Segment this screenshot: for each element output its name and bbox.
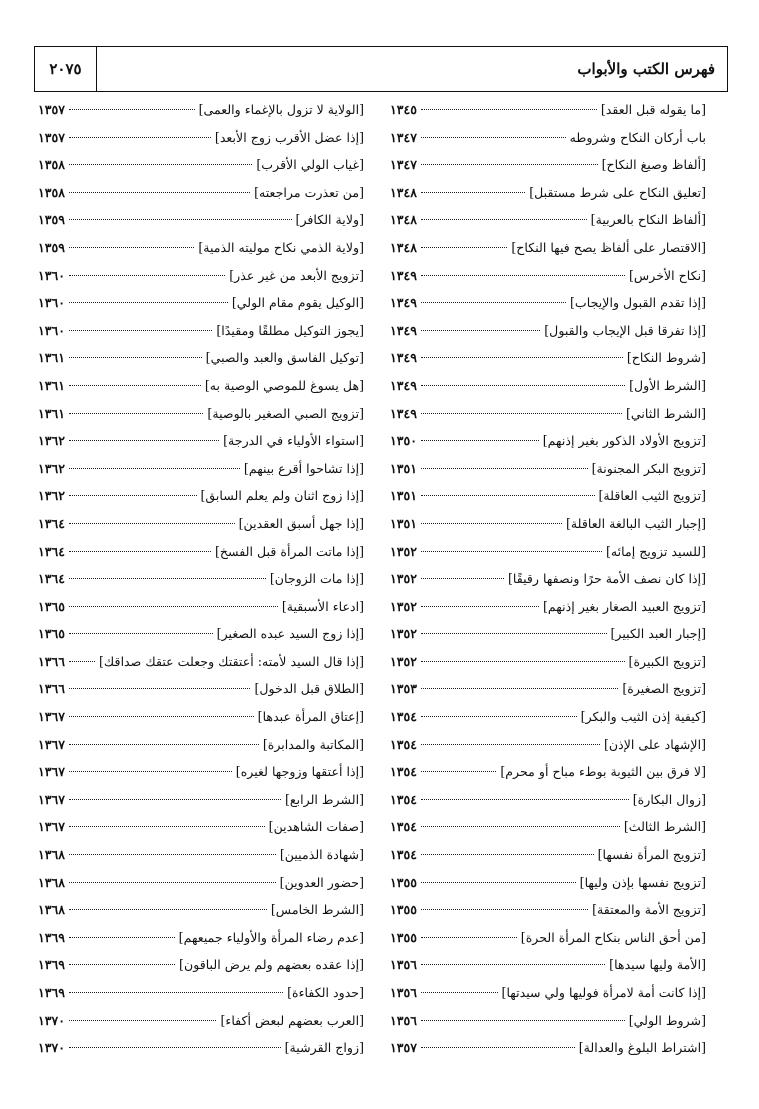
- entry-page-number: ١٣٦٥: [38, 598, 66, 614]
- entry-title: [تزويج البكر المجنونة]: [591, 460, 706, 476]
- entry-page-number: ١٣٦٧: [38, 709, 66, 725]
- entry-title: [ولاية الذمي نكاح موليته الذمية]: [198, 239, 364, 255]
- dot-leader: [69, 799, 281, 800]
- entry-page-number: ١٣٤٩: [390, 295, 418, 311]
- index-entry: [390, 124, 706, 152]
- entry-page-number: ١٣٦٤: [38, 515, 66, 531]
- entry-title: [استواء الأولياء في الدرجة]: [223, 433, 364, 449]
- dot-leader: [421, 688, 618, 689]
- entry-title: باب أركان النكاح وشروطه: [569, 129, 706, 145]
- entry-title: [حدود الكفاءة]: [287, 985, 364, 1000]
- entry-page-number: ١٣٤٨: [390, 184, 418, 200]
- index-entry: [390, 593, 706, 621]
- entry-page-number: ١٣٦٤: [38, 543, 66, 559]
- entry-page-number: ١٣٦٩: [38, 957, 66, 973]
- index-entry: [38, 565, 364, 593]
- entry-page-number: ١٣٦٢: [38, 433, 66, 449]
- entry-title: [إجبار العبد الكبير]: [610, 626, 706, 642]
- entry-page-number: ١٣٥١: [390, 488, 418, 504]
- dot-leader: [69, 1047, 281, 1048]
- entry-title: [عدم رضاء المرأة والأولياء جميعهم]: [178, 929, 364, 945]
- dot-leader: [69, 909, 267, 910]
- index-entry: [390, 813, 706, 841]
- dot-leader: [421, 219, 587, 220]
- index-entry: [390, 427, 706, 455]
- entry-title: [الولاية لا تزول بالإغماء والعمى]: [198, 102, 364, 117]
- entry-page-number: ١٣٤٩: [390, 322, 418, 338]
- index-entry: [38, 400, 364, 428]
- index-entry: [390, 289, 706, 317]
- entry-title: [إذا زوج اثنان ولم يعلم السابق]: [200, 488, 364, 504]
- index-entry: [390, 786, 706, 814]
- dot-leader: [69, 661, 95, 662]
- dot-leader: [69, 826, 265, 827]
- index-entry: [38, 538, 364, 566]
- entry-page-number: ١٣٥٢: [390, 543, 418, 559]
- index-entry: [38, 124, 364, 152]
- entry-title: [الشرط الرابع]: [285, 791, 364, 807]
- entry-page-number: ١٣٦٨: [38, 902, 66, 918]
- entry-title: [المكاتبة والمدابرة]: [262, 736, 364, 752]
- entry-title: [إذا قال السيد لأمته: أعتقتك وجعلت عتقك صداقك]: [99, 653, 364, 669]
- index-entry: [38, 151, 364, 179]
- entry-title: [تزويج الثيب العاقلة]: [598, 488, 706, 504]
- dot-leader: [69, 192, 250, 193]
- dot-leader: [421, 440, 539, 441]
- dot-leader: [69, 992, 283, 993]
- entry-title: [إذا عضل الأقرب زوج الأبعد]: [214, 129, 364, 145]
- entry-title: [الشرط الثاني]: [626, 405, 706, 421]
- index-entry: [38, 841, 364, 869]
- entry-page-number: ١٣٦١: [38, 350, 66, 366]
- entry-page-number: ١٣٥١: [390, 460, 418, 476]
- entry-title: [زوال البكارة]: [632, 791, 706, 807]
- dot-leader: [421, 109, 597, 110]
- index-entry: [38, 1007, 364, 1035]
- dot-leader: [69, 219, 291, 220]
- entry-title: [تزويج نفسها بإذن وليها]: [579, 874, 706, 890]
- entry-page-number: ١٣٦٨: [38, 874, 66, 890]
- entry-page-number: ١٣٦٥: [38, 626, 66, 642]
- dot-leader: [69, 109, 195, 110]
- entry-page-number: ١٣٦٨: [38, 847, 66, 863]
- index-entry: [38, 344, 364, 372]
- dot-leader: [69, 164, 252, 165]
- entry-title: [تزويج الصبي الصغير بالوصية]: [207, 405, 364, 421]
- entry-page-number: ١٣٤٧: [390, 157, 418, 173]
- entry-page-number: ١٣٦٩: [38, 985, 66, 1000]
- index-entry: [390, 1007, 706, 1035]
- index-entry: [390, 951, 706, 979]
- index-entry: [390, 372, 706, 400]
- dot-leader: [69, 357, 202, 358]
- entry-page-number: ١٣٥٦: [390, 1012, 418, 1028]
- entry-page-number: ١٣٥٤: [390, 819, 418, 835]
- dot-leader: [421, 247, 507, 248]
- entry-title: [تعليق النكاح على شرط مستقبل]: [529, 184, 706, 200]
- index-entry: [390, 234, 706, 262]
- page-title: فهرس الكتب والأبواب: [577, 60, 715, 78]
- entry-page-number: ١٣٥٩: [38, 212, 66, 228]
- entry-page-number: ١٣٥٧: [390, 1040, 418, 1056]
- index-entry: [390, 565, 706, 593]
- dot-leader: [69, 413, 203, 414]
- entry-title: [من أحق الناس بنكاح المرأة الحرة]: [520, 929, 706, 945]
- entry-title: [تزويج الأبعد من غير عذر]: [229, 267, 364, 283]
- index-entry: [390, 344, 706, 372]
- index-entry: [38, 96, 364, 124]
- entry-page-number: ١٣٥٦: [390, 957, 418, 973]
- entry-title: [الإشهاد على الإذن]: [603, 736, 706, 752]
- dot-leader: [421, 964, 605, 965]
- page-number: ٢٠٧٥: [35, 47, 97, 91]
- entry-title: [إذا زوج السيد عبده الصغير]: [216, 626, 364, 642]
- entry-title: [إجبار الثيب البالغة العاقلة]: [566, 515, 706, 531]
- dot-leader: [421, 164, 598, 165]
- entry-page-number: ١٣٥٤: [390, 791, 418, 807]
- entry-page-number: ١٣٥٦: [390, 985, 418, 1000]
- dot-leader: [69, 385, 201, 386]
- index-entry: [38, 234, 364, 262]
- dot-leader: [421, 826, 620, 827]
- dot-leader: [69, 495, 196, 496]
- entry-title: [إذا جهل أسبق العقدين]: [238, 515, 364, 531]
- index-entry: [38, 179, 364, 207]
- entry-title: [تزويج الأمة والمعتقة]: [592, 902, 706, 918]
- entry-page-number: ١٣٥٢: [390, 571, 418, 587]
- entry-title: [تزويج العبيد الصغار بغير إذنهم]: [542, 598, 706, 614]
- page-header: [34, 46, 728, 92]
- entry-page-number: ١٣٦٧: [38, 819, 66, 835]
- dot-leader: [421, 799, 629, 800]
- index-entry: [390, 841, 706, 869]
- entry-title: [يجوز التوكيل مطلقًا ومقيدًا]: [216, 322, 364, 338]
- entry-title: [إذا تقدم القبول والإيجاب]: [570, 295, 706, 311]
- index-entry: [390, 620, 706, 648]
- index-entry: [38, 979, 364, 1007]
- index-entry: [390, 703, 706, 731]
- index-entry: [390, 648, 706, 676]
- entry-title: [تزويج المرأة نفسها]: [597, 847, 706, 863]
- entry-page-number: ١٣٦٦: [38, 681, 66, 697]
- dot-leader: [69, 633, 213, 634]
- dot-leader: [421, 992, 497, 993]
- entry-page-number: ١٣٦٩: [38, 929, 66, 945]
- entry-page-number: ١٣٦٢: [38, 460, 66, 476]
- dot-leader: [69, 578, 266, 579]
- entry-page-number: ١٣٥٤: [390, 736, 418, 752]
- index-entry: [390, 400, 706, 428]
- dot-leader: [69, 744, 259, 745]
- dot-leader: [421, 854, 594, 855]
- entry-page-number: ١٣٦٤: [38, 571, 66, 587]
- entry-title: [شهادة الذميين]: [279, 847, 364, 863]
- entry-page-number: ١٣٥٤: [390, 764, 418, 780]
- entry-page-number: ١٣٥٣: [390, 681, 418, 697]
- dot-leader: [421, 909, 588, 910]
- entry-title: [صفات الشاهدين]: [268, 819, 364, 835]
- index-entry: [390, 151, 706, 179]
- entry-page-number: ١٣٧٠: [38, 1040, 66, 1056]
- entry-title: [للسيد تزويج إمائه]: [606, 543, 706, 559]
- entry-page-number: ١٣٤٩: [390, 267, 418, 283]
- entry-title: [ألفاظ النكاح بالعربية]: [590, 212, 706, 228]
- entry-page-number: ١٣٥٥: [390, 874, 418, 890]
- dot-leader: [69, 247, 194, 248]
- entry-title: [من تعذرت مراجعته]: [254, 184, 364, 200]
- dot-leader: [421, 1047, 575, 1048]
- index-entry: [38, 675, 364, 703]
- entry-page-number: ١٣٦٢: [38, 488, 66, 504]
- index-entry: [390, 731, 706, 759]
- entry-page-number: ١٣٥٩: [38, 239, 66, 255]
- dot-leader: [421, 302, 566, 303]
- dot-leader: [69, 330, 212, 331]
- entry-title: [إذا تشاحوا أقرع بينهم]: [243, 460, 364, 476]
- entry-title: [زواج القرشية]: [284, 1040, 364, 1056]
- index-entry: [38, 317, 364, 345]
- dot-leader: [421, 882, 576, 883]
- entry-page-number: ١٣٥٠: [390, 433, 418, 449]
- index-entry: [38, 703, 364, 731]
- entry-page-number: ١٣٧٠: [38, 1012, 66, 1028]
- entry-title: [تزويج الصغيرة]: [622, 681, 706, 697]
- entry-title: [إذا كانت أمة لامرأة فوليها ولي سيدتها]: [501, 985, 706, 1000]
- dot-leader: [69, 771, 232, 772]
- index-entry: [390, 924, 706, 952]
- entry-title: [ألفاظ وصيغ النكاح]: [601, 157, 706, 173]
- entry-title: [ما يقوله قبل العقد]: [600, 102, 706, 117]
- entry-title: [شروط الولي]: [628, 1012, 706, 1028]
- dot-leader: [421, 606, 539, 607]
- dot-leader: [69, 688, 250, 689]
- index-entry: [390, 869, 706, 897]
- index-entry: [390, 179, 706, 207]
- dot-leader: [69, 937, 175, 938]
- dot-leader: [69, 440, 219, 441]
- entry-page-number: ١٣٦٦: [38, 653, 66, 669]
- entry-page-number: ١٣٥٢: [390, 598, 418, 614]
- index-entry: [38, 951, 364, 979]
- entry-page-number: ١٣٥٤: [390, 847, 418, 863]
- entry-page-number: ١٣٦١: [38, 405, 66, 421]
- index-entry: [38, 510, 364, 538]
- entry-title: [غياب الولي الأقرب]: [256, 157, 364, 173]
- dot-leader: [69, 964, 175, 965]
- entry-page-number: ١٣٦٠: [38, 322, 66, 338]
- entry-title: [كيفية إذن الثيب والبكر]: [580, 709, 706, 725]
- entry-page-number: ١٣٥٢: [390, 653, 418, 669]
- index-entry: [390, 317, 706, 345]
- index-entry: [390, 455, 706, 483]
- dot-leader: [421, 633, 606, 634]
- index-entry: [38, 262, 364, 290]
- index-entry: [38, 924, 364, 952]
- dot-leader: [421, 716, 577, 717]
- dot-leader: [69, 275, 225, 276]
- entry-page-number: ١٣٦١: [38, 377, 66, 393]
- index-entry: [38, 758, 364, 786]
- entry-page-number: ١٣٤٩: [390, 350, 418, 366]
- entry-title: [نكاح الأخرس]: [628, 267, 706, 283]
- index-entry: [38, 482, 364, 510]
- dot-leader: [69, 523, 235, 524]
- dot-leader: [421, 523, 562, 524]
- entry-title: [العرب بعضهم لبعض أكفاء]: [220, 1012, 364, 1028]
- dot-leader: [421, 771, 496, 772]
- entry-title: [الشرط الخامس]: [270, 902, 364, 918]
- dot-leader: [421, 275, 625, 276]
- entry-title: [تزويج الكبيرة]: [628, 653, 706, 669]
- index-entry: [390, 896, 706, 924]
- dot-leader: [421, 1020, 625, 1021]
- entry-page-number: ١٣٥٥: [390, 902, 418, 918]
- dot-leader: [69, 716, 254, 717]
- index-entry: [390, 482, 706, 510]
- entry-page-number: ١٣٤٨: [390, 239, 418, 255]
- index-column-right: [390, 96, 706, 1062]
- entry-title: [إذا ماتت المرأة قبل الفسخ]: [215, 543, 364, 559]
- index-entry: [38, 786, 364, 814]
- index-entry: [38, 620, 364, 648]
- index-entry: [38, 206, 364, 234]
- dot-leader: [69, 302, 228, 303]
- dot-leader: [421, 661, 624, 662]
- entry-page-number: ١٣٦٧: [38, 736, 66, 752]
- index-column-left: [38, 96, 364, 1062]
- dot-leader: [421, 385, 625, 386]
- index-entry: [38, 813, 364, 841]
- entry-page-number: ١٣٥٧: [38, 129, 66, 145]
- entry-title: [إذا كان نصف الأمة حرًا ونصفها رقيقًا]: [507, 571, 706, 587]
- index-entry: [38, 455, 364, 483]
- entry-page-number: ١٣٤٩: [390, 405, 418, 421]
- entry-page-number: ١٣٥٧: [38, 102, 66, 117]
- entry-page-number: ١٣٦٠: [38, 267, 66, 283]
- index-entry: [390, 1034, 706, 1062]
- dot-leader: [69, 468, 240, 469]
- dot-leader: [421, 937, 517, 938]
- dot-leader: [421, 357, 623, 358]
- dot-leader: [69, 137, 211, 138]
- index-entry: [390, 538, 706, 566]
- index-entry: [38, 427, 364, 455]
- index-entry: [38, 731, 364, 759]
- entry-page-number: ١٣٥١: [390, 515, 418, 531]
- entry-title: [إذا تفرقا قبل الإيجاب والقبول]: [544, 322, 706, 338]
- dot-leader: [69, 882, 276, 883]
- dot-leader: [421, 468, 588, 469]
- entry-page-number: ١٣٤٥: [390, 102, 418, 117]
- dot-leader: [421, 744, 600, 745]
- entry-page-number: ١٣٤٩: [390, 377, 418, 393]
- entry-title: [حضور العدوين]: [279, 874, 364, 890]
- entry-title: [إذا أعتقها وزوجها لغيره]: [235, 764, 364, 780]
- dot-leader: [69, 1020, 216, 1021]
- entry-title: [الأمة وليها سيدها]: [609, 957, 706, 973]
- entry-page-number: ١٣٦٠: [38, 295, 66, 311]
- dot-leader: [421, 495, 594, 496]
- index-entry: [390, 206, 706, 234]
- index-entry: [390, 979, 706, 1007]
- index-entry: [38, 372, 364, 400]
- dot-leader: [69, 854, 276, 855]
- entry-title: [ادعاء الأسبقية]: [281, 598, 364, 614]
- entry-page-number: ١٣٦٧: [38, 764, 66, 780]
- index-entry: [38, 593, 364, 621]
- entry-page-number: ١٣٥٨: [38, 157, 66, 173]
- entry-page-number: ١٣٥٤: [390, 709, 418, 725]
- entry-title: [إذا عقده بعضهم ولم يرض الباقون]: [179, 957, 364, 973]
- index-entry: [38, 648, 364, 676]
- entry-page-number: ١٣٤٨: [390, 212, 418, 228]
- dot-leader: [69, 551, 211, 552]
- dot-leader: [421, 137, 566, 138]
- entry-page-number: ١٣٥٥: [390, 929, 418, 945]
- index-entry: [390, 510, 706, 538]
- entry-title: [إذا مات الزوجان]: [269, 571, 364, 587]
- index-entry: [38, 896, 364, 924]
- entry-page-number: ١٣٥٨: [38, 184, 66, 200]
- entry-title: [اشتراط البلوغ والعدالة]: [578, 1040, 706, 1056]
- entry-title: [الطلاق قبل الدخول]: [254, 681, 364, 697]
- entry-page-number: ١٣٥٢: [390, 626, 418, 642]
- dot-leader: [69, 606, 278, 607]
- entry-title: [شروط النكاح]: [626, 350, 706, 366]
- dot-leader: [421, 551, 602, 552]
- entry-title: [الشرط الثالث]: [623, 819, 706, 835]
- index-entry: [38, 1034, 364, 1062]
- dot-leader: [421, 413, 622, 414]
- entry-title: [تزويج الأولاد الذكور بغير إذنهم]: [542, 433, 706, 449]
- index-entry: [390, 675, 706, 703]
- entry-title: [الشرط الأول]: [629, 377, 706, 393]
- entry-title: [ولاية الكافر]: [295, 212, 364, 228]
- dot-leader: [421, 330, 540, 331]
- entry-title: [هل يسوغ للموصي الوصية به]: [204, 377, 364, 393]
- index-entry: [390, 96, 706, 124]
- dot-leader: [421, 192, 525, 193]
- entry-title: [الاقتصار على ألفاظ يصح فيها النكاح]: [511, 239, 706, 255]
- entry-page-number: ١٣٤٧: [390, 129, 418, 145]
- entry-page-number: ١٣٦٧: [38, 791, 66, 807]
- index-entry: [38, 289, 364, 317]
- entry-title: [لا فرق بين الثيوبة بوطء مباح أو محرم]: [500, 764, 706, 780]
- dot-leader: [421, 578, 504, 579]
- entry-title: [إعتاق المرأة عبدها]: [257, 709, 364, 725]
- index-entry: [390, 758, 706, 786]
- entry-title: [توكيل الفاسق والعبد والصبي]: [205, 350, 364, 366]
- index-entry: [38, 869, 364, 897]
- entry-title: [الوكيل يقوم مقام الولي]: [231, 295, 364, 311]
- index-entry: [390, 262, 706, 290]
